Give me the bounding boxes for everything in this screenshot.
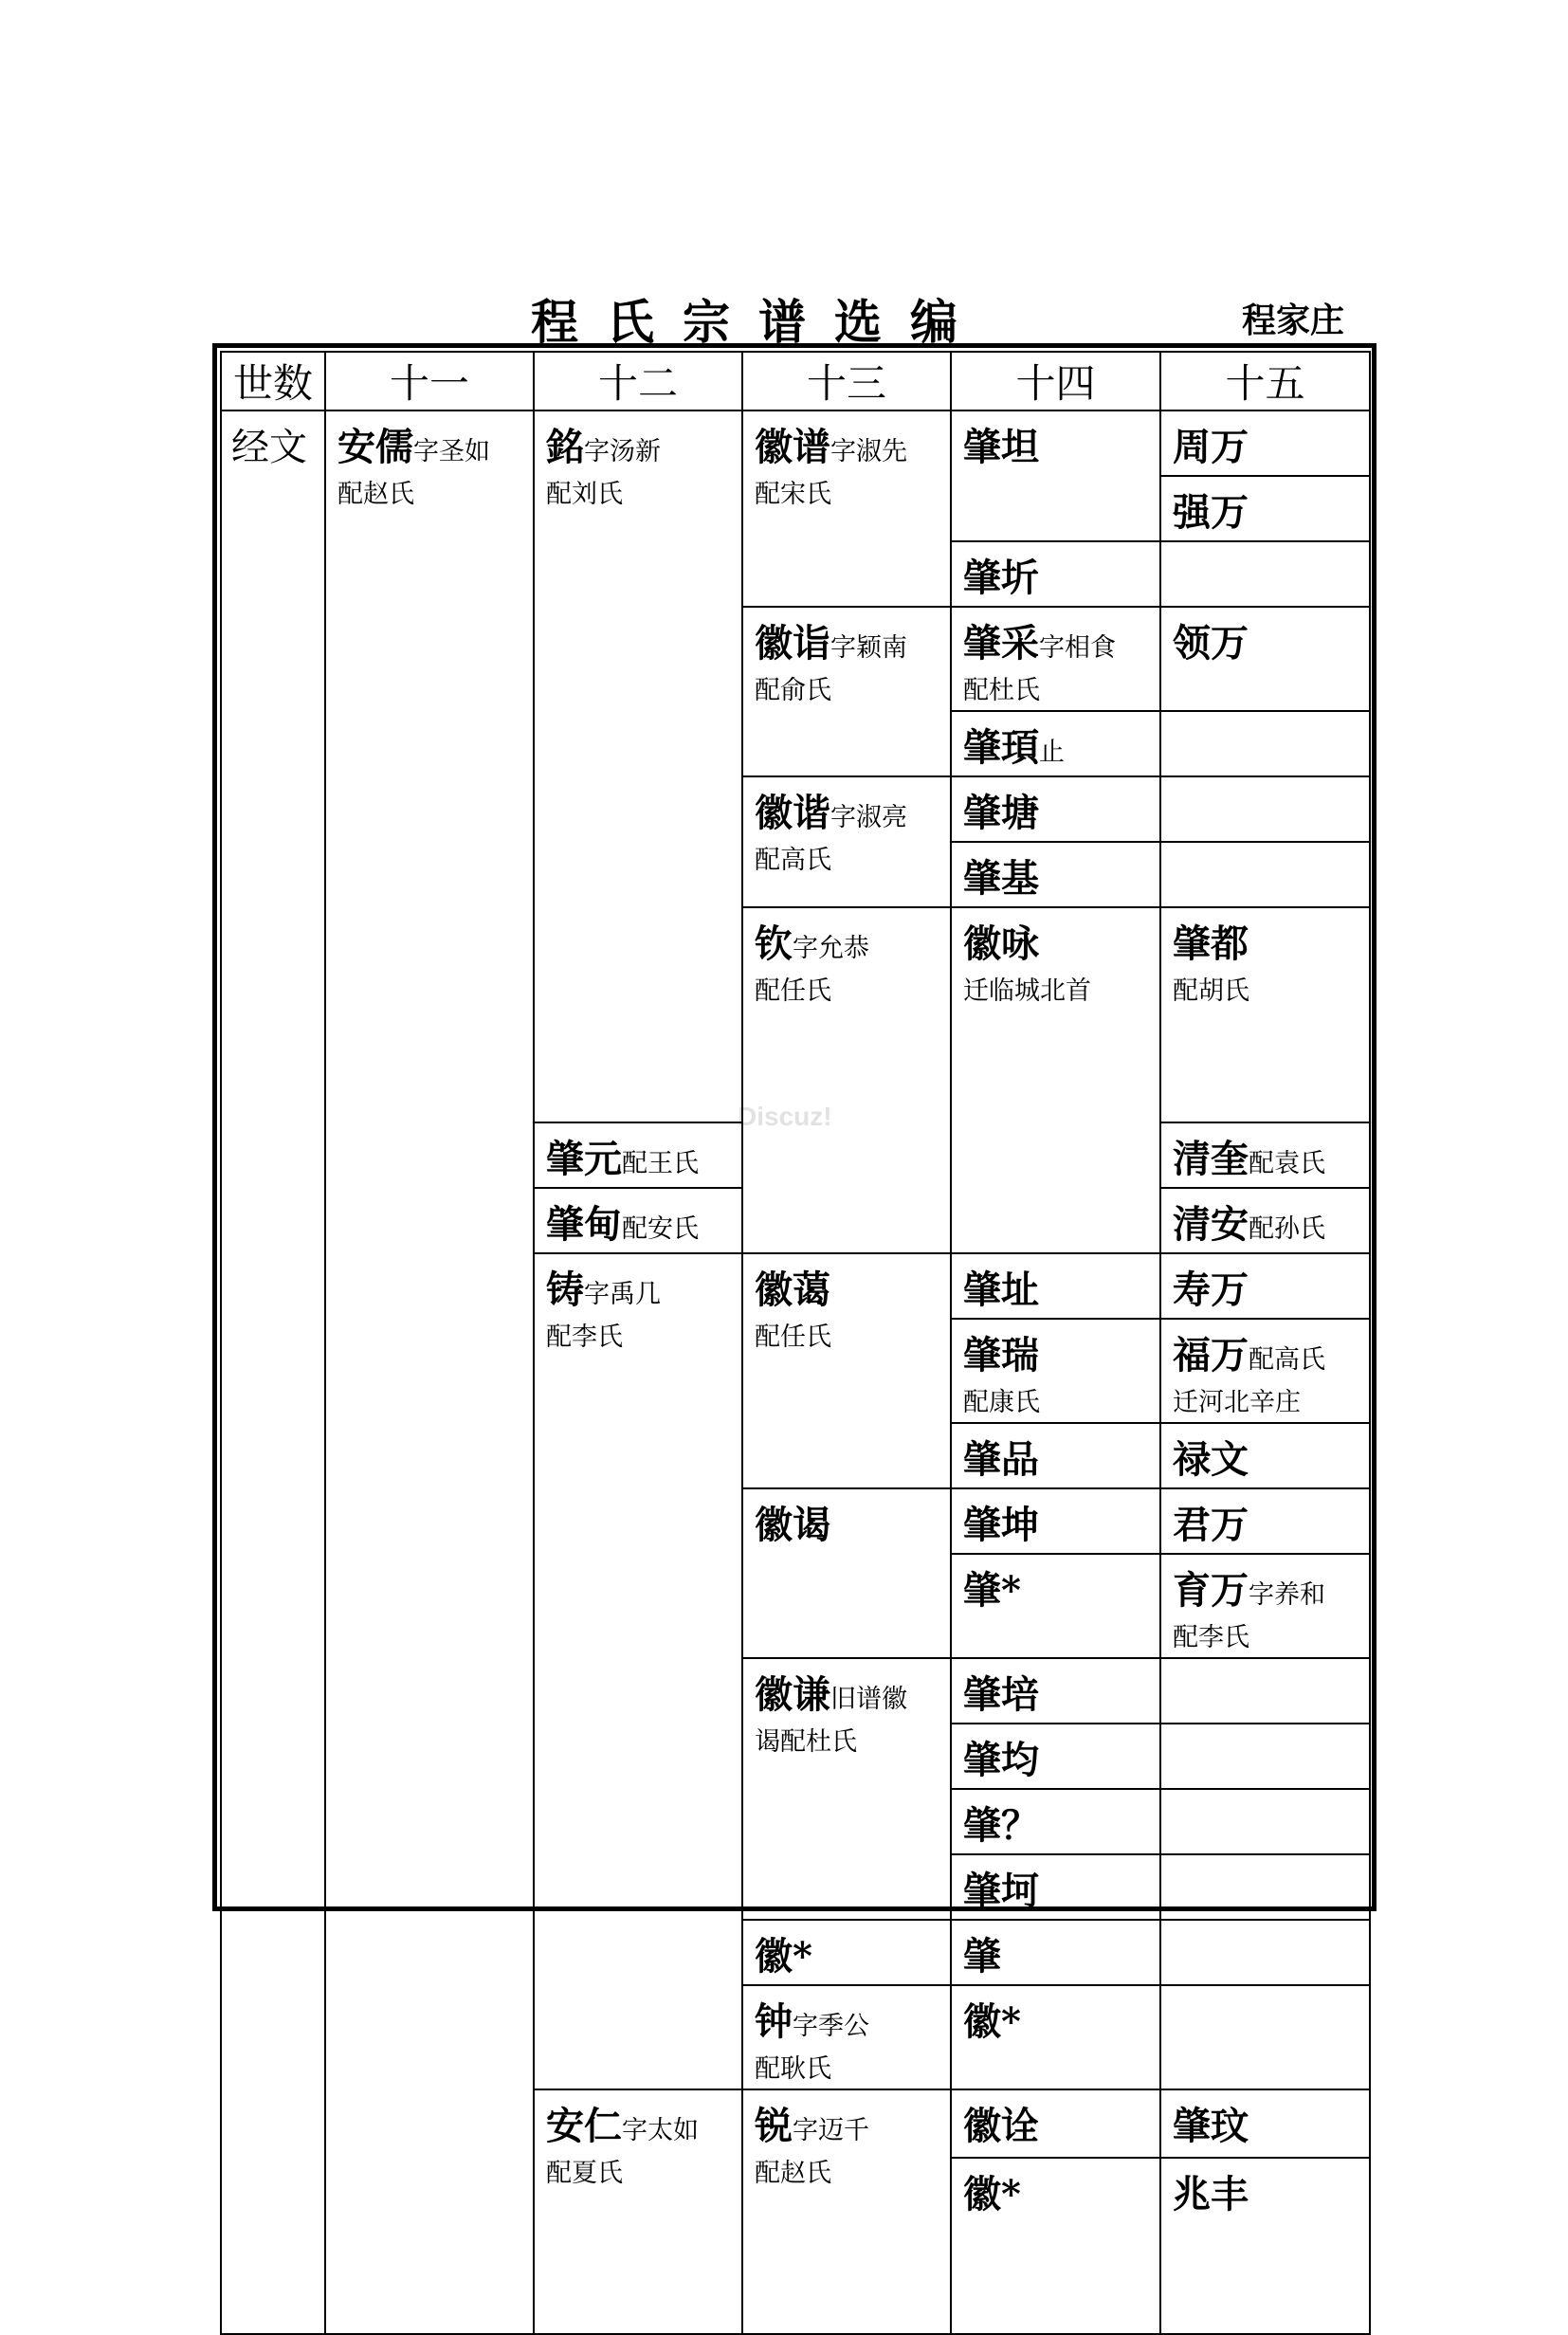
person-name: 肇元 — [546, 1137, 622, 1181]
person-cell — [951, 1789, 1160, 1854]
person-name: 禄文 — [1173, 1437, 1249, 1482]
empty-cell — [1160, 541, 1370, 607]
person-cell — [951, 1554, 1160, 1658]
person-line — [963, 1992, 1152, 2046]
person-cell — [742, 1488, 951, 1658]
person-name: 徽谱 — [755, 425, 830, 469]
person-name: 肇頊 — [963, 725, 1039, 770]
person-subline: 迁临城北首 — [963, 976, 1091, 1006]
person-cell — [951, 711, 1160, 776]
person-subline: 配高氏 — [755, 846, 831, 875]
person-line — [963, 1430, 1152, 1484]
person-note: 字颖南 — [830, 633, 907, 663]
person-note: 字汤新 — [584, 437, 661, 466]
person-note: 旧谱徽 — [830, 1685, 907, 1714]
person-cell — [534, 1188, 742, 1253]
person-note: 字养和 — [1249, 1580, 1325, 1610]
person-line — [546, 1195, 734, 1249]
watermark: Discuz! — [738, 1102, 832, 1131]
person-cell — [951, 842, 1160, 907]
person-name: 徽谐 — [755, 791, 830, 835]
person-line — [963, 417, 1152, 471]
person-line — [546, 1260, 734, 1314]
person-cell — [951, 776, 1160, 842]
person-name: 钟 — [755, 1999, 793, 2044]
person-name: 肇瑞 — [963, 1333, 1039, 1377]
person-name: 徽* — [755, 1934, 812, 1979]
person-cell — [951, 541, 1160, 607]
person-line — [546, 417, 734, 471]
person-line — [963, 1796, 1152, 1850]
person-name: 肇圻 — [963, 556, 1039, 600]
person-cell — [534, 2089, 742, 2334]
person-subline: 配杜氏 — [963, 676, 1040, 705]
person-line — [963, 1260, 1152, 1314]
person-subline: 配胡氏 — [1173, 976, 1249, 1006]
person-name: 徽* — [963, 2172, 1021, 2216]
person-name: 徽谒 — [755, 1503, 830, 1547]
empty-cell — [1160, 1724, 1370, 1789]
person-line — [963, 1665, 1152, 1719]
person-line — [1173, 1129, 1361, 1183]
person-line — [963, 2096, 1152, 2150]
header-cell: 世数 — [221, 352, 325, 410]
person-line — [1173, 417, 1361, 471]
person-line — [755, 1665, 942, 1719]
person-cell — [951, 907, 1160, 1253]
person-subline: 配耿氏 — [755, 2054, 831, 2084]
person-line — [755, 1992, 942, 2046]
person-cell — [951, 1920, 1160, 1985]
person-line — [963, 1861, 1152, 1915]
person-cell — [1160, 1319, 1370, 1423]
person-cell — [534, 410, 742, 1122]
person-line — [755, 1926, 942, 1980]
person-line — [1173, 1495, 1361, 1549]
person-subline: 配李氏 — [1173, 1623, 1249, 1652]
person-name: 肇基 — [963, 856, 1039, 901]
person-line — [963, 718, 1152, 772]
person-name: 安儒 — [337, 425, 413, 469]
person-cell — [1160, 1188, 1370, 1253]
person-cell — [1160, 607, 1370, 711]
place-label: 程家庄 — [1242, 301, 1345, 340]
person-line — [1173, 914, 1361, 968]
person-name: 肇甸 — [546, 1202, 622, 1247]
person-cell — [534, 1253, 742, 2089]
person-cell — [534, 1122, 742, 1188]
empty-cell — [1160, 1789, 1370, 1854]
person-note: 配高氏 — [1249, 1345, 1325, 1375]
person-name: 徽蔼 — [755, 1268, 830, 1312]
person-line — [1173, 613, 1361, 667]
generation-label-cell — [221, 410, 325, 2334]
person-line — [1173, 1325, 1361, 1379]
person-line — [337, 417, 525, 471]
person-cell — [742, 1253, 951, 1488]
person-name: 肇塘 — [963, 791, 1039, 835]
person-subline: 配任氏 — [755, 1323, 831, 1352]
person-name: 君万 — [1173, 1503, 1249, 1547]
person-name: 徽谦 — [755, 1672, 830, 1717]
person-line — [1173, 1430, 1361, 1484]
person-name: 周万 — [1173, 425, 1249, 469]
person-cell — [742, 1920, 951, 1985]
person-cell — [742, 776, 951, 907]
person-cell — [1160, 476, 1370, 541]
person-note: 配王氏 — [622, 1149, 699, 1178]
header-row — [221, 352, 1370, 410]
empty-cell — [1160, 1985, 1370, 2089]
person-name: 肇采 — [963, 621, 1039, 666]
person-subline: 迁河北辛庄 — [1173, 1388, 1301, 1417]
person-name: 强万 — [1173, 490, 1249, 535]
person-cell — [1160, 1122, 1370, 1188]
person-cell — [1160, 907, 1370, 1122]
person-note: 配孙氏 — [1249, 1214, 1325, 1244]
person-subline: 配赵氏 — [337, 480, 414, 509]
person-note: 字迈千 — [793, 2116, 869, 2145]
generation-label: 经文 — [231, 426, 307, 469]
person-name: 徽诣 — [755, 621, 830, 666]
header-cell: 十二 — [534, 352, 742, 410]
empty-cell — [1160, 1854, 1370, 1920]
person-line — [1173, 483, 1361, 537]
person-note: 字相食 — [1039, 633, 1116, 663]
person-note: 字季公 — [793, 2012, 869, 2041]
empty-cell — [1160, 711, 1370, 776]
person-note: 字禹几 — [584, 1280, 661, 1309]
person-name: 铸 — [546, 1268, 584, 1312]
person-line — [963, 1560, 1152, 1614]
person-name: 肇？ — [963, 1803, 1039, 1848]
person-name: 锐 — [755, 2104, 793, 2148]
person-name: 寿万 — [1173, 1268, 1249, 1312]
person-name: 兆丰 — [1173, 2172, 1249, 2216]
person-subline: 谒配杜氏 — [755, 1727, 857, 1757]
person-name: 徽诠 — [963, 2104, 1039, 2148]
header-cell: 十四 — [951, 352, 1160, 410]
person-cell — [951, 607, 1160, 711]
person-line — [755, 417, 942, 471]
person-line — [963, 548, 1152, 602]
person-name: 肇都 — [1173, 921, 1249, 966]
header-cell: 十三 — [742, 352, 951, 410]
person-line — [963, 1495, 1152, 1549]
person-cell — [951, 410, 1160, 541]
person-line — [963, 848, 1152, 903]
person-cell — [742, 907, 951, 1253]
person-cell — [951, 1488, 1160, 1554]
person-cell — [951, 1319, 1160, 1423]
person-cell — [951, 1658, 1160, 1724]
person-cell — [951, 1253, 1160, 1319]
person-line — [963, 1926, 1152, 1980]
person-line — [1173, 1560, 1361, 1614]
genealogy-table — [220, 351, 1371, 2335]
person-cell — [1160, 1554, 1370, 1658]
person-subline: 配夏氏 — [546, 2159, 623, 2188]
person-note: 止 — [1039, 738, 1065, 767]
person-line — [963, 914, 1152, 968]
person-cell — [951, 2089, 1160, 2158]
person-line — [755, 783, 942, 837]
person-line — [963, 1325, 1152, 1379]
person-name: 安仁 — [546, 2104, 622, 2148]
person-line — [546, 2096, 734, 2150]
person-subline: 配宋氏 — [755, 480, 831, 509]
person-name: 肇玟 — [1173, 2104, 1249, 2148]
person-name: 肇培 — [963, 1672, 1039, 1717]
header-cell: 十一 — [325, 352, 534, 410]
person-name: 肇坦 — [963, 425, 1039, 469]
person-name: 肇坷 — [963, 1869, 1039, 1913]
person-line — [963, 613, 1152, 667]
person-cell — [1160, 2158, 1370, 2334]
person-cell — [325, 410, 534, 2334]
person-cell — [742, 1658, 951, 1920]
person-line — [755, 613, 942, 667]
person-cell — [951, 1985, 1160, 2089]
person-note: 字淑亮 — [830, 803, 907, 832]
person-name: 肇* — [963, 1568, 1021, 1613]
person-cell — [1160, 1423, 1370, 1488]
person-cell — [742, 607, 951, 776]
person-cell — [951, 1854, 1160, 1920]
person-name: 福万 — [1173, 1333, 1249, 1377]
person-line — [1173, 1195, 1361, 1249]
person-note: 字圣如 — [413, 437, 490, 466]
person-cell — [951, 2158, 1160, 2334]
person-name: 肇坤 — [963, 1503, 1039, 1547]
person-line — [963, 1730, 1152, 1784]
person-name: 肇均 — [963, 1738, 1039, 1782]
person-name: 徽* — [963, 1999, 1021, 2044]
person-line — [755, 2096, 942, 2150]
person-line — [1173, 2096, 1361, 2150]
person-cell — [951, 1423, 1160, 1488]
person-cell — [1160, 1253, 1370, 1319]
person-line — [755, 914, 942, 968]
person-subline: 配刘氏 — [546, 480, 623, 509]
person-line — [963, 2164, 1152, 2218]
person-line — [1173, 1260, 1361, 1314]
person-cell — [1160, 2089, 1370, 2158]
person-name: 育万 — [1173, 1568, 1249, 1613]
person-subline: 配俞氏 — [755, 676, 831, 705]
person-name: 领万 — [1173, 621, 1249, 666]
person-name: 肇品 — [963, 1437, 1039, 1482]
person-note: 字允恭 — [793, 934, 869, 963]
person-name: 清奎 — [1173, 1137, 1249, 1181]
person-name: 銘 — [546, 425, 584, 469]
person-name: 肇 — [963, 1934, 1001, 1979]
person-note: 字太如 — [622, 2116, 699, 2145]
person-cell — [1160, 410, 1370, 476]
person-cell — [742, 1985, 951, 2089]
page-title: 程氏宗谱选编 — [531, 294, 986, 350]
person-name: 徽咏 — [963, 921, 1039, 966]
person-line — [546, 1129, 734, 1183]
person-cell — [951, 1724, 1160, 1789]
person-subline: 配康氏 — [963, 1388, 1040, 1417]
person-line — [755, 1260, 942, 1314]
person-note: 字淑先 — [830, 437, 907, 466]
header-cell: 十五 — [1160, 352, 1370, 410]
person-line — [1173, 2164, 1361, 2218]
person-subline: 配李氏 — [546, 1323, 623, 1352]
person-note: 配安氏 — [622, 1214, 699, 1244]
person-name: 肇址 — [963, 1268, 1039, 1312]
person-subline: 配赵氏 — [755, 2159, 831, 2188]
person-line — [755, 1495, 942, 1549]
person-cell — [742, 2089, 951, 2334]
person-subline: 配任氏 — [755, 976, 831, 1006]
person-name: 清安 — [1173, 1202, 1249, 1247]
person-cell — [742, 410, 951, 607]
empty-cell — [1160, 1658, 1370, 1724]
person-line — [963, 783, 1152, 837]
person-name: 钦 — [755, 921, 793, 966]
empty-cell — [1160, 776, 1370, 842]
person-note: 配袁氏 — [1249, 1149, 1325, 1178]
empty-cell — [1160, 842, 1370, 907]
empty-cell — [1160, 1920, 1370, 1985]
person-cell — [1160, 1488, 1370, 1554]
